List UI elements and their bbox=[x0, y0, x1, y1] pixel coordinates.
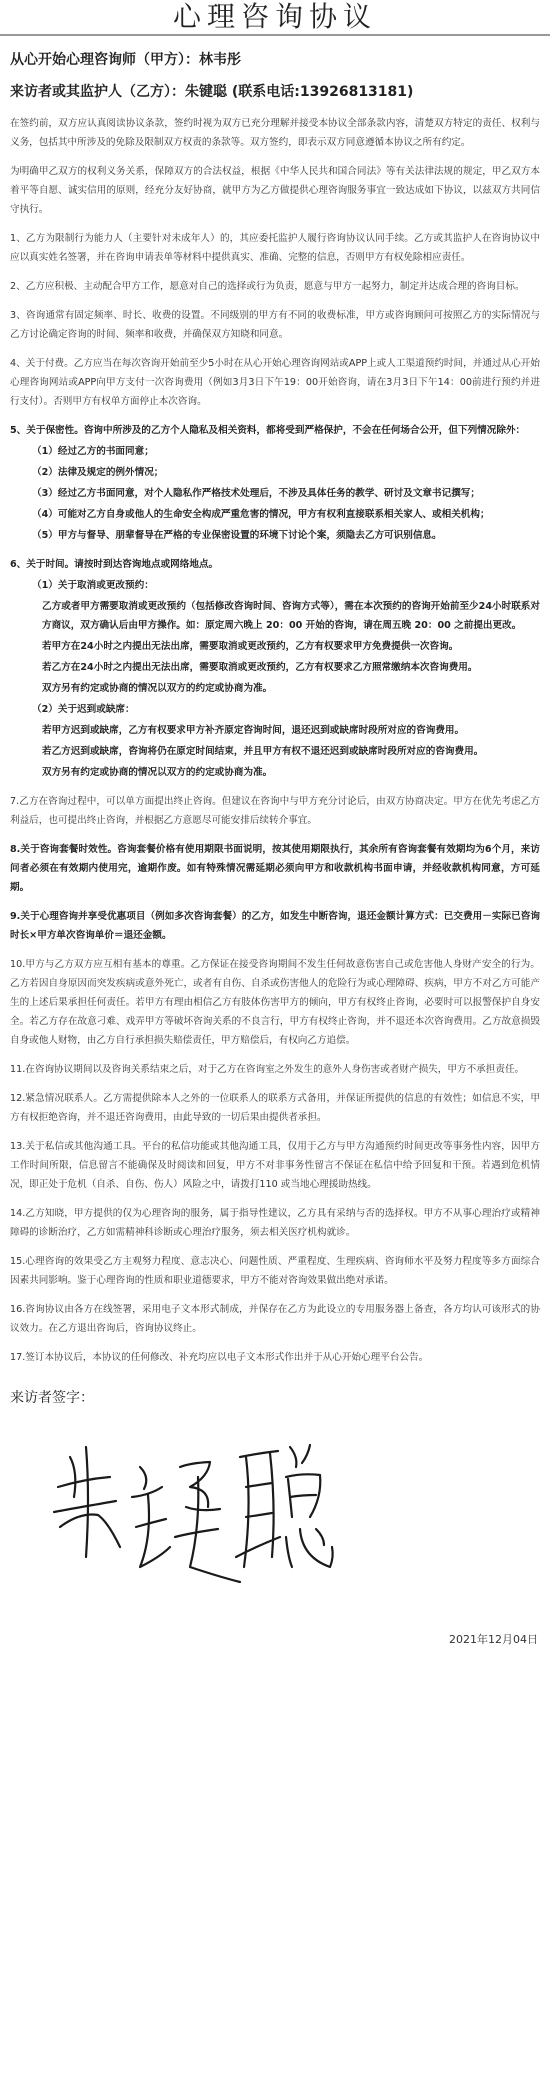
clause-2: 2、乙方应积极、主动配合甲方工作，愿意对自己的选择或行为负责，愿意与甲方一起努力，制定并达成合理的咨询目标。 bbox=[10, 281, 525, 292]
signature-date: 2021年12月04日 bbox=[449, 1633, 538, 1646]
clause-1: 1、乙方为限制行为能力人（主要针对未成年人）的，其应委托监护人履行咨询协议认同手续。乙方或其监护人在咨询协议中应以真实姓名签署，并在咨询申请表单等材料中提供真实、准确、完整的信息，否则甲方有权免除相应责任。 bbox=[10, 233, 540, 263]
basis-paragraph: 为明确甲乙双方的权利义务关系，保障双方的合法权益，根据《中华人民共和国合同法》等有关法律法规的规定，甲乙双方本着平等自愿、诚实信用的原则，经充分友好协商，就甲方为乙方做提供心理咨询服务事宜一致达成如下协议，以兹双方共同信守执行。 bbox=[10, 166, 540, 215]
clause-8: 8.关于咨询套餐时效性。咨询套餐价格有使用期限书面说明，按其使用期限执行，其余所有咨询套餐有效期均为6个月，来访问者必须在有效期内使用完，逾期作废。如有特殊情况需延期必须向甲方和收款机构书面申请，并经收款机构同意，方可延期。 bbox=[10, 844, 540, 893]
clause-6-sub-1-a: 若甲方在24小时之内提出无法出席，需要取消或更改预约，乙方有权要求甲方免费提供一次咨询。 bbox=[42, 641, 459, 652]
clause-5-item-4: （4）可能对乙方自身或他人的生命安全构成严重危害的情况，甲方有权利直接联系相关家人、或相关机构； bbox=[32, 509, 490, 520]
signature-label: 来访者签字： bbox=[10, 1390, 94, 1406]
clause-6-sub-1-b: 若乙方在24小时之内提出无法出席，需要取消或更改预约，乙方有权要求乙方照常缴纳本次咨询费用。 bbox=[42, 662, 478, 673]
clause-15: 15.心理咨询的效果受乙方主观努力程度、意志决心、问题性质、严重程度、生理疾病、咨询师水平及努力程度等多方面综合因素共同影响。鉴于心理咨询的性质和职业道德要求，甲方不能对咨询效果做出绝对承诺。 bbox=[10, 1256, 540, 1286]
clause-5-item-2: （2）法律及规定的例外情况； bbox=[32, 467, 164, 478]
party-b-line: 来访者或其监护人（乙方）：朱键聪 (联系电话:13926813181) bbox=[10, 84, 414, 100]
clause-6-sub-1-title: （1）关于取消或更改预约： bbox=[32, 580, 154, 591]
page-title: 心理咨询协议 bbox=[0, 0, 550, 36]
clause-6-sub-1-text: 乙方或者甲方需要取消或更改预约（包括修改咨询时间、咨询方式等），需在本次预约的咨询开始前至少24小时联系对方商议，双方确认后由甲方操作。如：原定周六晚上 20：00 开始的咨询，请在周五晚 20：00 之前提出更改。 bbox=[42, 601, 540, 631]
clause-3: 3、咨询通常有固定频率、时长、收费的设置。不同级别的甲方有不同的收费标准，甲方或咨询顾问可按照乙方的实际情况与乙方讨论确定咨询的时间、频率和收费，并确保双方知晓和同意。 bbox=[10, 310, 540, 340]
agreement-body bbox=[10, 114, 540, 1367]
clause-9: 9.关于心理咨询并享受优惠项目（例如多次咨询套餐）的乙方，如发生中断咨询，退还金额计算方式：已交费用－实际已咨询时长×甲方单次咨询单价＝退还金额。 bbox=[10, 911, 540, 941]
clause-12: 12.紧急情况联系人。乙方需提供除本人之外的一位联系人的联系方式备用，并保证所提供的信息的有效性；如信息不实，甲方有权拒绝咨询，并不退还咨询费用，由此导致的一切后果由提供者承担。 bbox=[10, 1093, 540, 1123]
clause-6-sub-2-b: 若乙方迟到或缺席，咨询将仍在原定时间结束，并且甲方有权不退还迟到或缺席时段所对应的咨询费用。 bbox=[42, 746, 484, 757]
clause-10: 10.甲方与乙方双方应互相有基本的尊重。乙方保证在接受咨询期间不发生任何故意伤害自己或危害他人身财产安全的行为。乙方若因自身原因而突发疾病或意外死亡，或者有自伤、自杀或伤害他人的危险行为或心理障碍、疾病，甲方不对乙方可能产生的上述后果承担任何责任。若甲方有理由相信乙方有肢体伤害甲方的倾向，甲方有权终止咨询，必要时可以报警保护自身安全。若乙方存在故意刁难、戏弄甲方等破坏咨询关系的不良言行，甲方有权终止咨询，并不退还本次咨询费用。乙方故意损毁自身或他人财物，由乙方自行承担损失赔偿责任，甲方赔偿后，有权向乙方追偿。 bbox=[10, 959, 540, 1046]
clause-5-item-5: （5）甲方与督导、朋辈督导在严格的专业保密设置的环境下讨论个案，须隐去乙方可识别信息。 bbox=[32, 530, 442, 541]
clause-4: 4、关于付费。乙方应当在每次咨询开始前至少5小时在从心开始心理咨询网站或APP上或人工渠道预约时间，并通过从心开始心理咨询网站或APP向甲方支付一次咨询费用（例如3月3日下午19：00开始咨询，请在3月3日下午14：00前进行预约并进行支付）。否则甲方有权单方面停止本次咨询。 bbox=[10, 358, 540, 407]
handwritten-signature bbox=[40, 1417, 340, 1607]
clause-17: 17.签订本协议后，本协议的任何修改、补充均应以电子文本形式作出并于从心开始心理平台公告。 bbox=[10, 1352, 429, 1363]
clause-5-lead: 5、关于保密性。咨询中所涉及的乙方个人隐私及相关资料，都将受到严格保护，不会在任何场合公开，但下列情况除外： bbox=[10, 425, 526, 436]
clause-7: 7.乙方在咨询过程中，可以单方面提出终止咨询。但建议在咨询中与甲方充分讨论后，由双方协商决定。甲方在优先考虑乙方利益后，也可提出终止咨询，并根据乙方意愿尽可能安排后续转介事宜。 bbox=[10, 796, 540, 826]
party-a-line: 从心开始心理咨询师（甲方）：林韦彤 bbox=[10, 52, 241, 68]
clause-6-sub-2-title: （2）关于迟到或缺席： bbox=[32, 704, 135, 715]
clause-14: 14.乙方知晓，甲方提供的仅为心理咨询的服务，属于指导性建议，乙方具有采纳与否的选择权。甲方不从事心理治疗或精神障碍的诊断治疗，乙方如需精神科诊断或心理治疗服务，须去相关医疗机构就诊。 bbox=[10, 1208, 540, 1238]
clause-6-sub-2-c: 双方另有约定或协商的情况以双方的约定或协商为准。 bbox=[42, 767, 273, 778]
clause-6-lead: 6、关于时间。请按时到达咨询地点或网络地点。 bbox=[10, 559, 219, 570]
clause-6-sub-1-c: 双方另有约定或协商的情况以双方的约定或协商为准。 bbox=[42, 683, 273, 694]
clause-11: 11.在咨询协议期间以及咨询关系结束之后，对于乙方在咨询室之外发生的意外人身伤害或者财产损失，甲方不承担责任。 bbox=[10, 1064, 525, 1075]
clause-6-sub-2-a: 若甲方迟到或缺席，乙方有权要求甲方补齐原定咨询时间，退还迟到或缺席时段所对应的咨询费用。 bbox=[42, 725, 465, 736]
clause-5-item-3: （3）经过乙方书面同意，对个人隐私作严格技术处理后，不涉及具体任务的教学、研讨及文章书记撰写； bbox=[32, 488, 480, 499]
clause-13: 13.关于私信或其他沟通工具。平台的私信功能或其他沟通工具，仅用于乙方与甲方沟通预约时间更改等事务性内容，因甲方工作时间所限，信息留言不能确保及时阅读和回复，甲方不对非事务性留言不保证在私信中给予回复和干预。若遇到危机情况，即正处于危机（自杀、自伤、伤人）风险之中，请拨打110 或当地心理援助热线。 bbox=[10, 1141, 540, 1190]
intro-paragraph: 在签约前，双方应认真阅读协议条款，签约时视为双方已充分理解并接受本协议全部条款内容，清楚双方特定的责任、权利与义务，包括其中所涉及的免除及限制双方权责的条款等。双方签约，即表示双方同意遵循本协议之所有约定。 bbox=[10, 118, 540, 148]
clause-5-item-1: （1）经过乙方的书面同意； bbox=[32, 446, 154, 457]
clause-16: 16.咨询协议由各方在线签署，采用电子文本形式制成，并保存在乙方为此设立的专用服务器上备查，各方均认可该形式的协议效力。在乙方退出咨询后，咨询协议终止。 bbox=[10, 1304, 540, 1334]
